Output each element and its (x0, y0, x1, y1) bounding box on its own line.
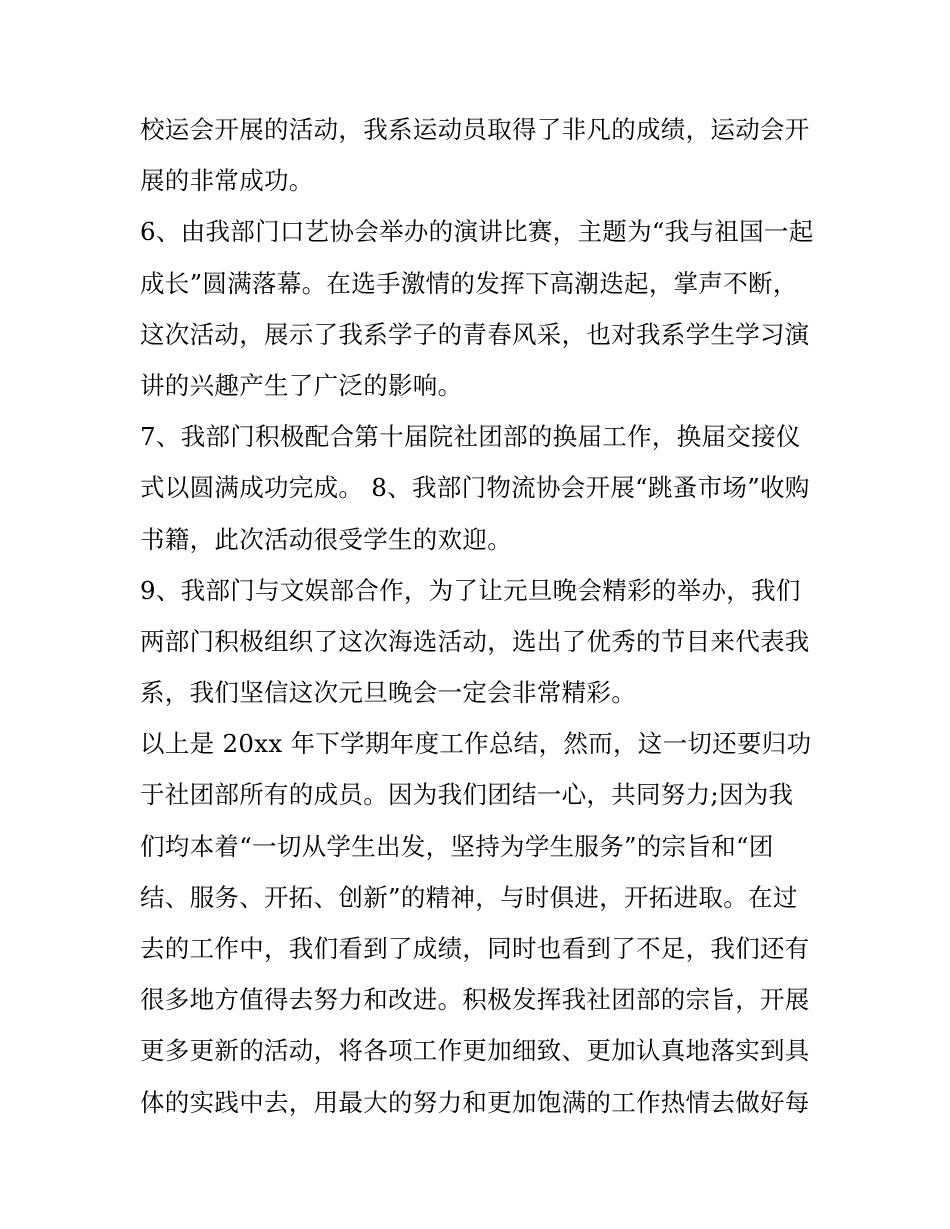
text-line: 两部门积极组织了这次海选活动，选出了优秀的节目来代表我 (140, 626, 810, 656)
text-line: 去的工作中，我们看到了成绩，同时也看到了不足，我们还有 (140, 934, 810, 963)
text-line: 很多地方值得去努力和改进。积极发挥我社团部的宗旨，开展 (140, 985, 810, 1015)
text-line: 结、服务、开拓、创新”的精神，与时俱进，开拓进取。在过 (140, 882, 798, 912)
text-line: 式以圆满成功完成。 8、我部门物流协会开展“跳蚤市场”收购 (140, 473, 810, 503)
text-line: 系，我们坚信这次元旦晚会一定会非常精彩。 (140, 678, 636, 708)
text-line: 体的实践中去，用最大的努力和更加饱满的工作热情去做好每 (140, 1087, 810, 1117)
text-line: 这次活动，展示了我系学子的青春风采，也对我系学生学习演 (140, 319, 810, 349)
text-line: 6、由我部门口艺协会举办的演讲比赛，主题为“我与祖国一起 (140, 217, 814, 247)
text-line: 书籍，此次活动很受学生的欢迎。 (140, 524, 512, 554)
text-line: 以上是 20xx 年下学期年度工作总结，然而，这一切还要归功 (140, 729, 812, 759)
text-line: 7、我部门积极配合第十届院社团部的换届工作，换届交接仪 (140, 422, 801, 452)
text-line: 展的非常成功。 (140, 166, 314, 196)
text-line: 成长”圆满落幕。在选手激情的发挥下高潮迭起，掌声不断， (140, 268, 798, 298)
text-line: 9、我部门与文娱部合作，为了让元旦晚会精彩的举办，我们 (140, 575, 801, 605)
text-line: 更多更新的活动，将各项工作更加细致、更加认真地落实到具 (140, 1036, 810, 1066)
body-text (140, 104, 820, 1128)
text-line: 校运会开展的活动，我系运动员取得了非凡的成绩，运动会开 (140, 115, 810, 144)
text-line: 于社团部所有的成员。因为我们团结一心，共同努力;因为我 (140, 780, 794, 810)
text-line: 们均本着“一切从学生出发，坚持为学生服务”的宗旨和“团 (140, 831, 774, 861)
text-line: 讲的兴趣产生了广泛的影响。 (140, 370, 463, 400)
